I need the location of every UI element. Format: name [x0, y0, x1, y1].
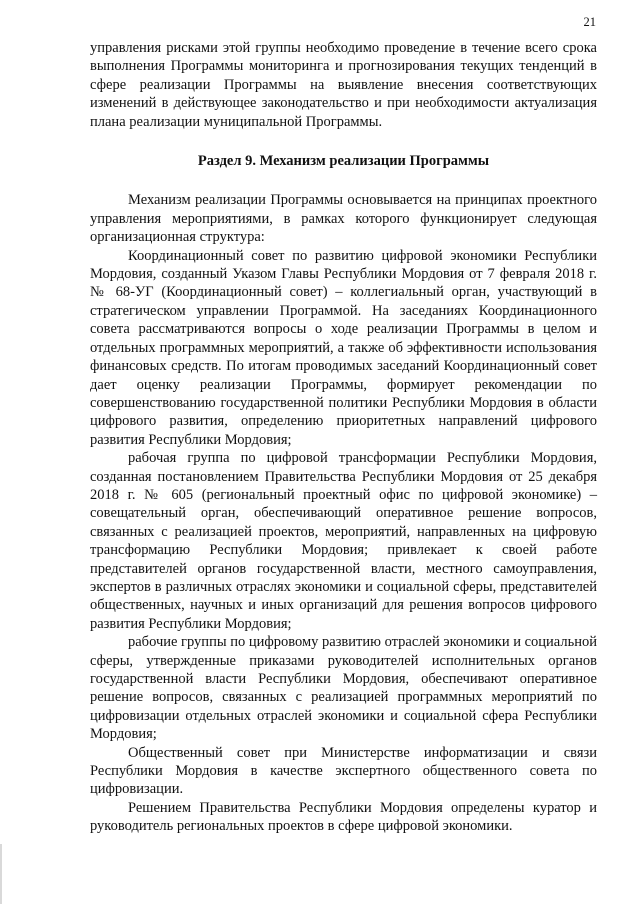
scan-edge-divider [0, 844, 2, 904]
paragraph-coordination-council: Координационный совет по развитию цифровой экономики Республики Мордовия, созданный Указом Главы Республики Мордовия от 7 февраля 2018 г. № 68-УГ (Координационный совет) – коллегиальный орган, участвующий в стратегическом управлении Программой. На заседаниях Координационного совета рассматриваются вопросы о ходе реализации Программы в целом и отдельных программных мероприятий, а также об эффективности использования финансовых средств. По итогам проводимых заседаний Координационный совет дает оценку реализации Программы, формирует рекомендации по совершенствованию государственной политики Республики Мордовия в области цифрового развития, определению приоритетных направлений цифрового развития Республики Мордовия; [90, 247, 597, 448]
document-body [90, 39, 597, 836]
intro-paragraph: управления рисками этой группы необходимо проведение в течение всего срока выполнения Программы мониторинга и прогнозирования текущих тенденций в сфере реализации Программы на выявление внесения соответствующих изменений в действующее законодательство и при необходимости актуализация плана реализации муниципальной Программы. [90, 40, 597, 130]
paragraph-sector-working-groups: рабочие группы по цифровому развитию отраслей экономики и социальной сферы, утвержденные приказами руководителей исполнительных органов государственной власти Республики Мордовия, обеспечивают оперативное решение вопросов, связанных с реализацией программных мероприятий по цифровизации отдельных отраслей экономики и социальной сфера Республики Мордовия; [90, 634, 597, 743]
page-number: 21 [583, 15, 596, 29]
paragraph-government-decision: Решением Правительства Республики Мордовия определены куратор и руководитель региональных проектов в сфере цифровой экономики. [90, 799, 597, 835]
section-heading: Раздел 9. Механизм реализации Программы [197, 153, 490, 170]
paragraph-mechanism: Механизм реализации Программы основывается на принципах проектного управления мероприятиями, в рамках которого функционирует следующая организационная структура: [90, 192, 597, 246]
paragraph-public-council: Общественный совет при Министерстве информатизации и связи Республики Мордовия в качестве экспертного общественного совета по цифровизации. [90, 744, 597, 798]
paragraph-working-group: рабочая группа по цифровой трансформации Республики Мордовия, созданная постановлением Правительства Республики Мордовия от 25 декабря 2018 г. № 605 (региональный проектный офис по цифровой экономике) – совещательный орган, обеспечивающий оперативное решение вопросов, связанных с реализацией проектов, мероприятий, направленных на цифровую трансформацию Республики Мордовия; привлекает к своей работе представителей органов государственной власти, местного самоуправления, экспертов в различных отраслях экономики и социальной сферы, представителей общественных, научных и иных организаций для решения вопросов цифрового развития Республики Мордовия; [90, 450, 597, 632]
